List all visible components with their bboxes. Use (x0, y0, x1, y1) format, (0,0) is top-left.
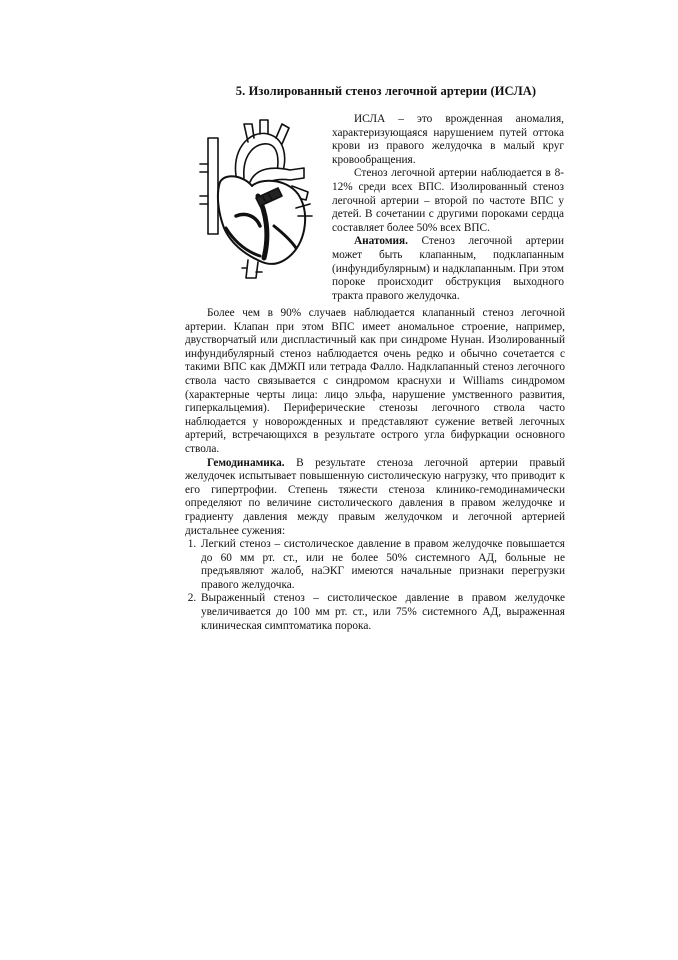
intro-paragraph-definition: ИСЛА – это врожденная аномалия, характеризующаяся нарушением путей оттока крови из правого желудочка в малый круг кровообращения. (332, 113, 564, 166)
section-title: 5. Изолированный стеноз легочной артерии (ИСЛА) (235, 84, 537, 98)
heart-diagram-illustration (196, 116, 326, 281)
list-item-severe-stenosis: 2. Выраженный стеноз – систолическое давление в правом желудочке увеличивается до 100 мм рт. ст., или 75% системного АД, выраженная клиническая симптоматика порока. (199, 592, 565, 633)
anatomy-text: Стеноз легочной артерии может быть клапанным, подклапанным (инфундибулярным) и надклапанным. При этом пороке происходит обструкция выходного тракта правого желудочка. (332, 235, 564, 302)
hemodynamics-text: В результате стеноза легочной артерии правый желудочек испытывает повышенную систолическую нагрузку, что приводит к его гипертрофии. Степень тяжести стеноза клинико-гемодинамически определяют по величине систолического давления в правом желудочке и градиенту давления между правым желудочком и легочной артерией дистальнее сужения: (185, 456, 565, 537)
list-item-mild-stenosis: 1. Легкий стеноз – систолическое давление в правом желудочке повышается до 60 мм рт. ст., или не более 50% системного АД, больные не предъявляют жалоб, наЭКГ имеются начальные признаки перегрузки правого желудочка. (199, 538, 565, 592)
intro-paragraph-frequency: Стеноз легочной артерии наблюдается в 8-12% среди всех ВПС. Изолированный стеноз легочной артерии – второй по частоте ВПС у детей. В сочетании с другими пороками сердца составляет более 50% всех ВПС. (332, 167, 564, 234)
severity-list (185, 538, 565, 633)
hemodynamics-heading: Гемодинамика. (207, 456, 285, 469)
body-text (185, 307, 565, 633)
intro-column (332, 113, 564, 303)
valvular-stenosis-paragraph: Более чем в 90% случаев наблюдается клапанный стеноз легочной артерии. Клапан при этом ВПС имеет аномальное строение, например, двустворчатый или диспластичный как при синдроме Нунан. Изолированный инфундибулярный стеноз наблюдается очень редко и обычно сочетается с такими ВПС как ДМЖП или тетрада Фалло. Надклапанный стеноз легочного ствола часто связывается с синдромом краснухи и Williams синдромом (характерные черты лица: лицо эльфа, нарушение умственного развития, гиперкальцемия). Периферические стенозы легочного ствола часто наблюдается у новорожденных и представляют сужение ветвей легочных артерий, встречающихся в результате острого угла бифуркации основного ствола. (185, 307, 565, 455)
hemodynamics-paragraph (185, 457, 565, 539)
anatomy-heading: Анатомия. (354, 235, 408, 248)
anatomy-paragraph-top (332, 235, 564, 303)
